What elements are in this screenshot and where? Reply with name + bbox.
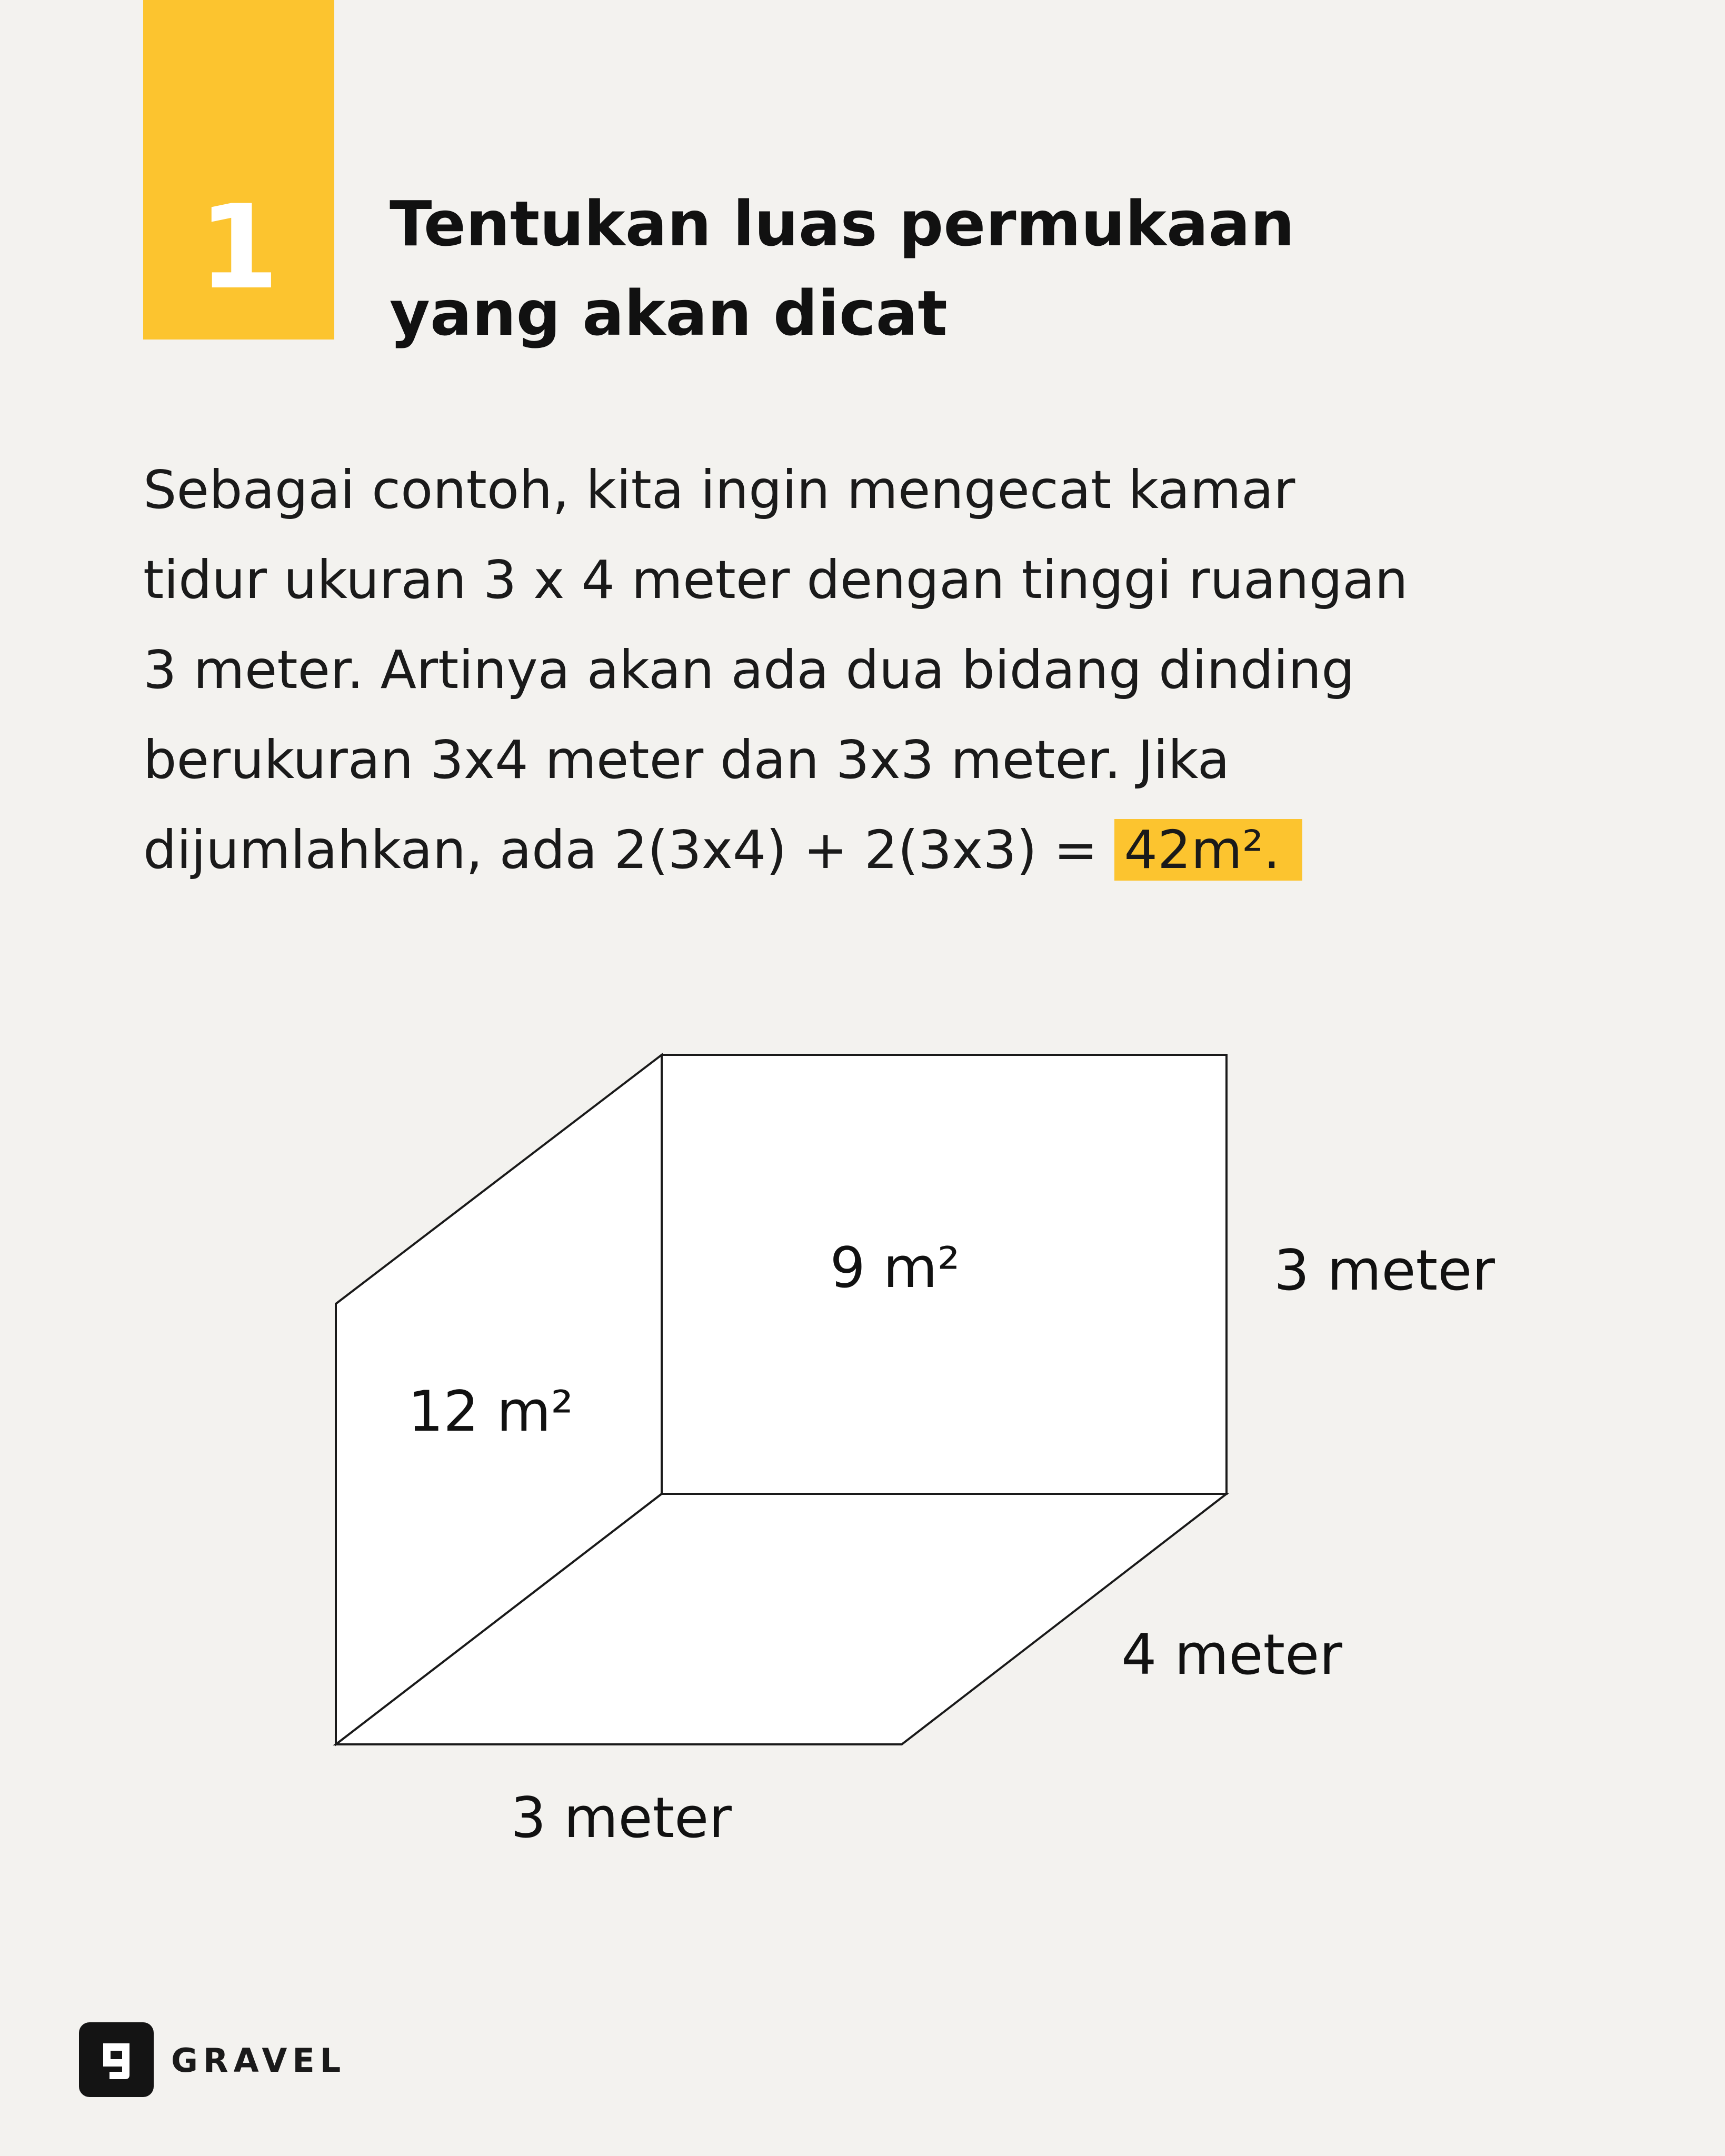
paragraph-line-2: tidur ukuran 3 x 4 meter dengan tinggi ruangan	[143, 549, 1408, 611]
side-wall-area-label: 12 m²	[407, 1379, 574, 1444]
depth-dimension-label: 4 meter	[1121, 1622, 1342, 1687]
brand-name: GRAVEL	[171, 2041, 346, 2080]
back-wall-area-label: 9 m²	[830, 1235, 960, 1300]
step-number: 1	[198, 180, 280, 315]
height-dimension-label: 3 meter	[1274, 1238, 1495, 1303]
highlighted-result: 42m².	[1114, 819, 1302, 881]
gravel-g-glyph-icon	[79, 2022, 154, 2097]
paragraph-line-4: berukuran 3x4 meter dan 3x3 meter. Jika	[143, 729, 1230, 791]
width-dimension-label: 3 meter	[511, 1785, 732, 1850]
paragraph-line-1: Sebagai contoh, kita ingin mengecat kamar	[143, 459, 1295, 521]
step-title-line-1: Tentukan luas permukaan	[390, 187, 1295, 260]
step-title-line-2: yang akan dicat	[390, 277, 948, 350]
paragraph-line-5-text: dijumlahkan, ada 2(3x4) + 2(3x3) =	[143, 819, 1115, 881]
paragraph-line-3: 3 meter. Artinya akan ada dua bidang dinding	[143, 639, 1355, 701]
gravel-logo-icon	[79, 2022, 154, 2097]
